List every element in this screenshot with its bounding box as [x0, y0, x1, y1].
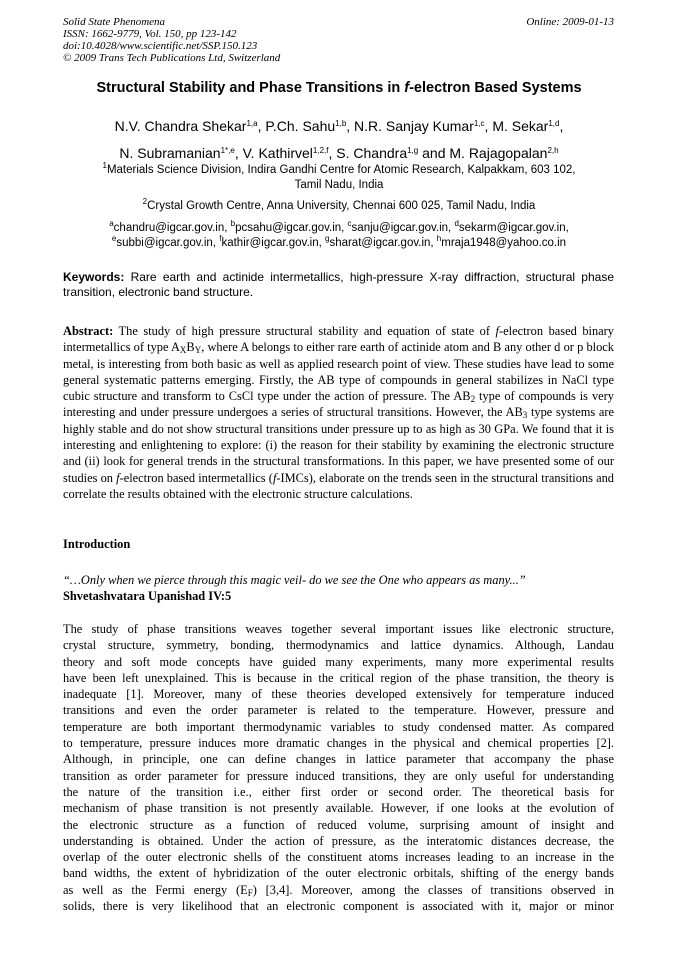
author: N.V. Chandra Shekar$^{1,a}$, [114, 118, 266, 134]
journal-name: Solid State Phenomena [63, 16, 166, 28]
keywords-label: Keywords: [63, 270, 125, 284]
journal-header [63, 16, 280, 64]
text-line: transitions and even the order parameter is related to the temperature. However, pressure and [63, 703, 614, 718]
author: M. Sekar$^{1,d}$, [492, 118, 564, 134]
epigraph [63, 572, 614, 604]
text-line: the electronic structure as a function of reduced volume, surprising amount of insight and [63, 817, 614, 832]
text-line: The study of phase transitions weaves together several important issues like electronic structure, [63, 622, 614, 636]
keywords [63, 270, 614, 300]
abstract: Abstract: The study of high pressure structural stability and equation of state of f-electron based binary intermetallics of type $A_XB_Y$, where A belongs to either rare earth of actinide atom and B any other d or p block metal, is interesting from both basic as well as applied research point of view. These studies have lead to some general systematic patterns emerging. Firstly, the AB type of compounds in general stabilizes in NaCl type cubic structure and transform to CsCl type under the action of pressure. The $AB_2$ type of compounds is very interesting and under pressure undergoes a series of structural transitions. However, the $AB_3$ type systems are highly stable and do not show structural transitions under pressure up to as high as 30 GPa. We found that it is interesting and enlightening to explore: (i) the reason for their stability by examining the electronic structure and (ii) look for general trends in the structural transformations. In this paper, we have presented some of our studies on f-electron based intermetallics (f-IMCs), elaborate on the trends seen in the structural transitions and correlate the results obtained with the electronic structure calculations. [63, 324, 614, 501]
email-list [40, 221, 638, 251]
epigraph-source: Shvetashvatara Upanishad IV:5 [63, 589, 232, 603]
author: M. Rajagopalan$^{2,h}$ [449, 145, 559, 161]
affiliation-2: $^2$Crystal Growth Centre, Anna University, Chennai 600 025, Tamil Nadu, India [142, 197, 536, 212]
email: $^f$kathir@igcar.gov.in, [219, 234, 325, 249]
text-line: the nature of the transition i.e., either first order or second order. The theoretical basis for [63, 784, 614, 799]
issn-line: ISSN: 1662-9779, Vol. 150, pp 123-142 [63, 28, 237, 40]
text-line: to temperature, pressure induces more dramatic changes in the physical and chemical properties [2]. [63, 736, 614, 751]
keywords-text: Rare earth and actinide intermetallics, high-pressure X-ray diffraction, structural phase transition, electronic band structure. [63, 270, 614, 299]
doi-line: doi:10.4028/www.scientific.net/SSP.150.123 [63, 40, 258, 52]
text-line: mechanism of phase transition is not presently available. However, if one looks at the evolution of [63, 801, 614, 816]
author: N.R. Sanjay Kumar$^{1,c}$, [354, 118, 493, 134]
text-line: temperature are both important thermodynamic variables to study condensed matter. As compared [63, 719, 614, 734]
affiliation-1: $^1$Materials Science Division, Indira Gandhi Centre for Atomic Research, Kalpakkam, 603 102, Tamil Nadu, India [102, 161, 576, 191]
online-date: Online: 2009-01-13 [526, 16, 614, 28]
text-line: understanding is obtained. Under the action of pressure, as the interatomic distances decrease, the [63, 833, 614, 848]
email: $^h$mraja1948@yahoo.co.in [436, 234, 567, 249]
text-line: transition as order parameter for pressure induced transitions, they are only useful for understanding [63, 768, 614, 783]
email: $^g$sharat@igcar.gov.in, [324, 234, 437, 249]
author: P.Ch. Sahu$^{1,b}$, [265, 118, 355, 134]
text-line: theory and soft mode concepts have guided many experiments, many more experimental results [63, 654, 614, 669]
abstract-label: Abstract: [63, 324, 114, 338]
author: N. Subramanian$^{1*,e}$, [119, 145, 243, 161]
paper-title: Structural Stability and Phase Transitions in f-electron Based Systems [96, 80, 582, 96]
email: $^d$sekarm@igcar.gov.in, [454, 219, 569, 234]
text-line: Although, in principle, one can define changes in lattice parameter that accompany the phase [63, 752, 614, 767]
epigraph-text: “…Only when we pierce through this magic veil- do we see the One who appears as many...” [63, 573, 526, 587]
author-list [40, 113, 638, 167]
email: $^b$pcsahu@igcar.gov.in, [230, 219, 348, 234]
text-line: inadequate [1]. Moreover, many of these theories developed extensively for temperature induced [63, 687, 614, 702]
author: S. Chandra$^{1,g}$ and [336, 145, 450, 161]
text-line: solids, there is very likelihood that an electronic component is associated with it, major or minor [63, 899, 614, 914]
section-heading: Introduction [63, 537, 131, 551]
text-line: as well as the Fermi energy $(E_F)$ [3,4]. Moreover, among the classes of transitions observed in [63, 882, 614, 898]
text-line: overlap of the outer electronic shells of the constituent atoms increases leading to an increase in the [63, 850, 614, 865]
text-line: band widths, the extent of hybridization of the outer electronic orbitals, shifting of the energy bands [63, 866, 614, 881]
email: $^a$chandru@igcar.gov.in, [109, 219, 231, 234]
copyright-line: © 2009 Trans Tech Publications Ltd, Switzerland [63, 52, 281, 64]
email: $^c$sanju@igcar.gov.in, [347, 219, 455, 234]
text-line: crystal structure, symmetry, bonding, thermodynamics and lattice dynamics. Although, Landau [63, 638, 614, 653]
author: V. Kathirvel$^{1,2,f}$, [242, 145, 337, 161]
text-line: have been left unexplained. This is because in the critical region of the phase transition, the theory is [63, 670, 614, 685]
introduction-paragraph [63, 621, 614, 914]
email: $^e$subbi@igcar.gov.in, [111, 234, 220, 249]
